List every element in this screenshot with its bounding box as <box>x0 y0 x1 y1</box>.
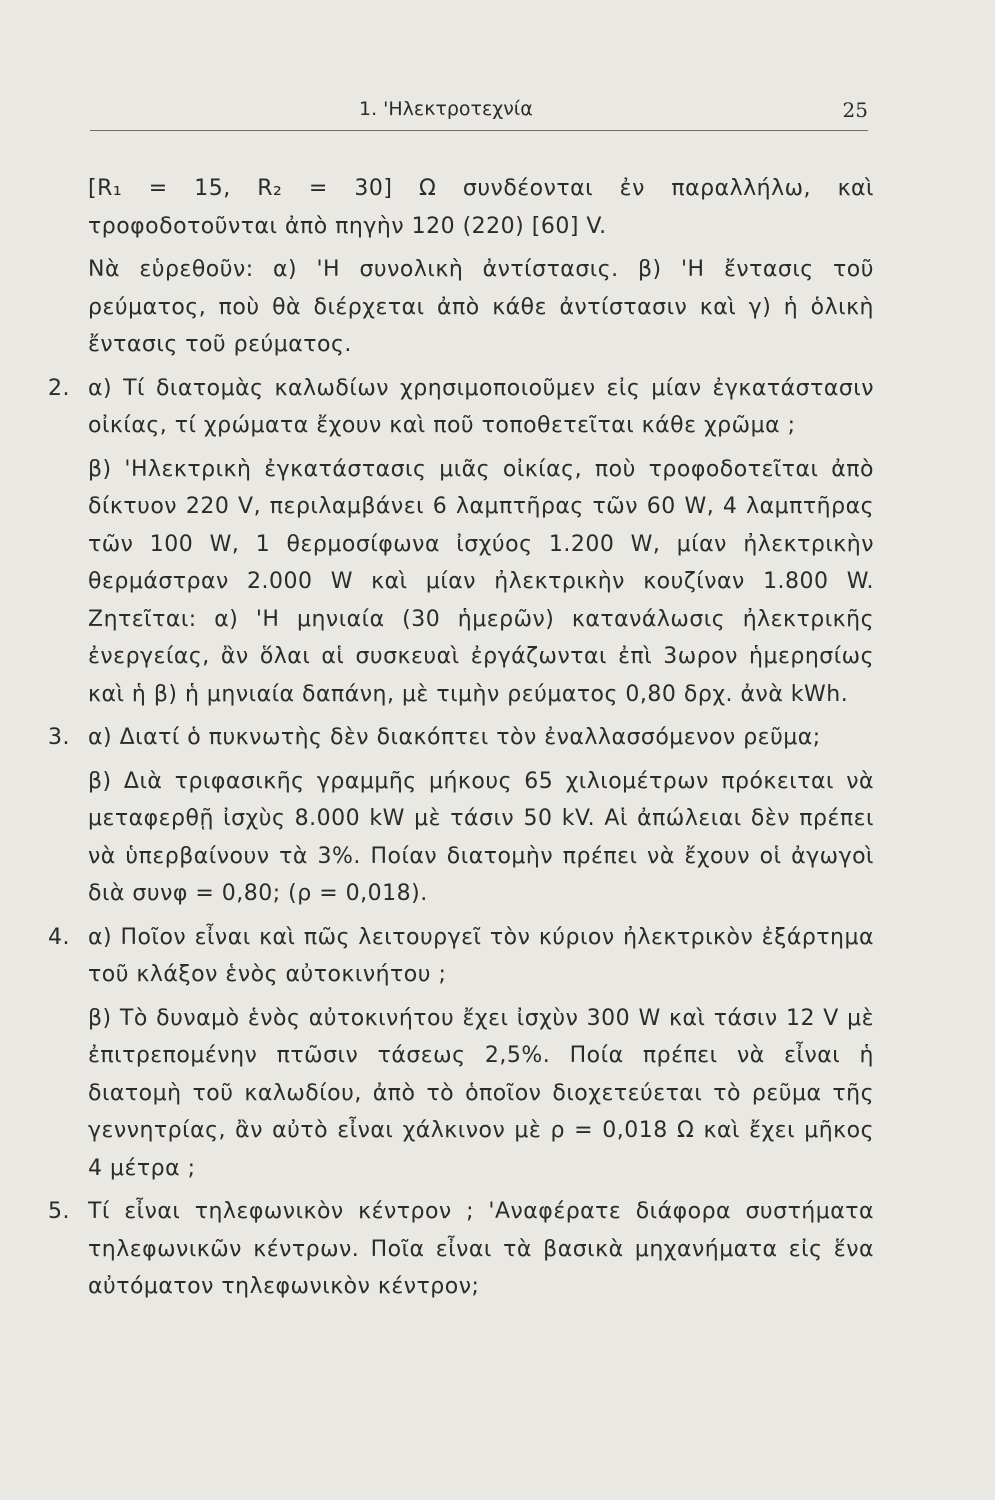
exercise-part-b: β) Διὰ τριφασικῆς γραμμῆς μήκους 65 χιλιομέτρων πρόκειται νὰ μεταφερθῇ ἰσχὺς 8.000 kW μὲ τάσιν 50 kV. Αἱ ἀπώλειαι δὲν πρέπει νὰ ὑπερβαίνουν τὰ 3%. Ποίαν διατομὴν πρέπει νὰ ἔχουν οἱ ἀγωγοὶ διὰ συνφ = 0,80; (ρ = 0,018). <box>88 768 874 906</box>
page-body <box>48 170 874 1312</box>
exercise-number: 4. <box>48 924 70 950</box>
exercise-part-a: α) Τί διατομὰς καλωδίων χρησιμοποιοῦμεν εἰς μίαν ἐγκατάστασιν οἰκίας, τί χρώματα ἔχουν καὶ ποῦ τοποθετεῖται κάθε χρῶμα ; <box>88 375 874 438</box>
intro-paragraph-2: Νὰ εὑρεθοῦν: α) 'Η συνολικὴ ἀντίστασις. β) 'Η ἔντασις τοῦ ρεύματος, ποὺ θὰ διέρχεται ἀπὸ κάθε ἀντίστασιν καὶ γ) ἡ ὁλικὴ ἔντασις τοῦ ρεύματος. <box>88 257 874 357</box>
exercise-2 <box>48 370 874 714</box>
chapter-title: 1. 'Ηλεκτροτεχνία <box>359 98 533 120</box>
exercise-number: 2. <box>48 375 70 401</box>
intro-paragraph-1: [R₁ = 15, R₂ = 30] Ω συνδέονται ἐν παραλλήλω, καὶ τροφοδοτοῦνται ἀπὸ πηγὴν 120 (220) [60] V. <box>88 176 874 239</box>
exercise-4 <box>48 919 874 1188</box>
exercise-part-a: α) Ποῖον εἶναι καὶ πῶς λειτουργεῖ τὸν κύριον ἠλεκτρικὸν ἐξάρτημα τοῦ κλάξον ἑνὸς αὐτοκινήτου ; <box>88 924 874 987</box>
exercise-part-b: β) 'Ηλεκτρικὴ ἐγκατάστασις μιᾶς οἰκίας, ποὺ τροφοδοτεῖται ἀπὸ δίκτυον 220 V, περιλαμβάνει 6 λαμπτῆρας τῶν 60 W, 4 λαμπτῆρας τῶν 100 W, 1 θερμοσίφωνα ἰσχύος 1.200 W, μίαν ἠλεκτρικὴν θερμάστραν 2.000 W καὶ μίαν ἠλεκτρικὴν κουζίναν 1.800 W. Ζητεῖται: α) 'Η μηνιαία (30 ἡμερῶν) κατανάλωσις ἠλεκτρικῆς ἐνεργείας, ἂν ὅλαι αἱ συσκευαὶ ἐργάζωνται ἐπὶ 3ωρον ἡμερησίως καὶ ἡ β) ἡ μηνιαία δαπάνη, μὲ τιμὴν ρεύματος 0,80 δρχ. ἀνὰ kWh. <box>88 456 874 707</box>
exercise-3 <box>48 719 874 913</box>
running-header <box>90 96 868 131</box>
page-number: 25 <box>842 98 868 122</box>
exercise-part-b: β) Τὸ δυναμὸ ἑνὸς αὐτοκινήτου ἔχει ἰσχὺν 300 W καὶ τάσιν 12 V μὲ ἐπιτρεπομένην πτῶσιν τάσεως 2,5%. Ποία πρέπει νὰ εἶναι ἡ διατομὴ τοῦ καλωδίου, ἀπὸ τὸ ὁποῖον διοχετεύεται τὸ ρεῦμα τῆς γεννητρίας, ἂν αὐτὸ εἶναι χάλκινον μὲ ρ = 0,018 Ω καὶ ἔχει μῆκος 4 μέτρα ; <box>88 1005 874 1181</box>
exercise-text: Τί εἶναι τηλεφωνικὸν κέντρον ; 'Αναφέρατε διάφορα συστήματα τηλεφωνικῶν κέντρων. Ποῖα εἶναι τὰ βασικὰ μηχανήματα εἰς ἕνα αὐτόματον τηλεφωνικὸν κέντρον; <box>88 1199 874 1299</box>
exercise-5 <box>48 1193 874 1306</box>
exercise-part-a: α) Διατί ὁ πυκνωτὴς δὲν διακόπτει τὸν ἐναλλασσόμενον ρεῦμα; <box>88 725 821 750</box>
exercise-number: 5. <box>48 1199 70 1224</box>
exercise-number: 3. <box>48 725 70 750</box>
